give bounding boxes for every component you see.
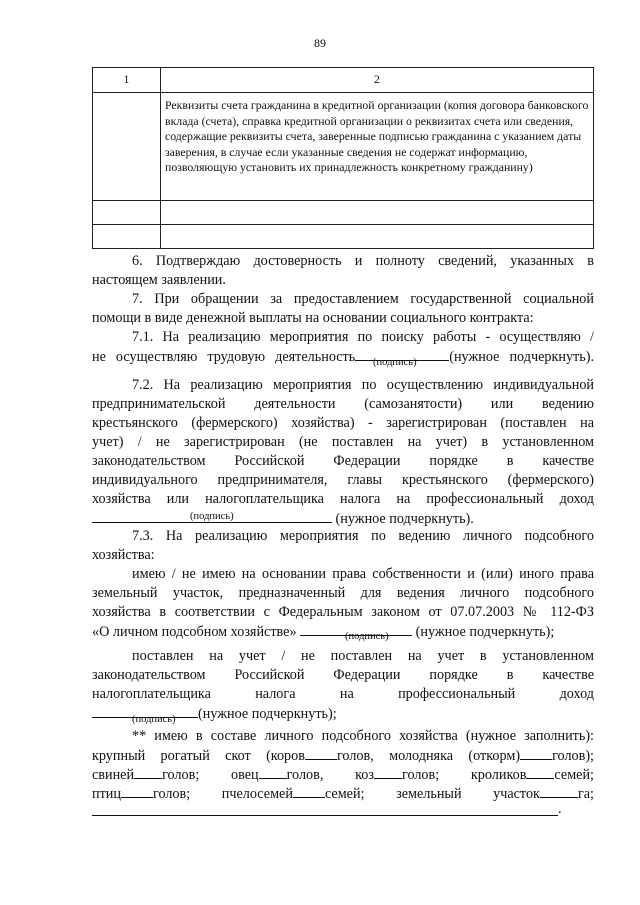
p73-line5: хозяйства в соответствии с Федеральным законом от 07.07.2003 № 112-ФЗ	[92, 604, 594, 620]
livestock-small-animals-line: свиней голов; овец голов, коз голов; кроликов семей;	[92, 767, 594, 783]
p7-line2: помощи в виде денежной выплаты на основании социального контракта:	[92, 310, 534, 326]
closing-period: .	[558, 801, 562, 817]
cows-field[interactable]	[305, 746, 337, 760]
blank-line-field[interactable]	[92, 815, 558, 816]
p71-line2: не осуществляю трудовую деятельность (нужное подчеркнуть).	[92, 349, 594, 365]
p73-line2: хозяйства:	[92, 547, 155, 563]
livestock-intro: ** имею в составе личного подсобного хозяйства (нужное заполнить):	[132, 728, 594, 744]
col2-header: 2	[161, 68, 594, 93]
p72-line2: предпринимательской деятельности (самозанятости) или ведению	[92, 396, 594, 412]
p73-line3: имею / не имею на основании права собственности и (или) иного права	[132, 566, 594, 582]
table-row	[93, 93, 594, 201]
documents-table	[92, 67, 594, 249]
table-header-row	[93, 68, 594, 93]
birds-field[interactable]	[121, 784, 153, 798]
p6-line2: настоящем заявлении.	[92, 272, 226, 288]
signature-caption: (подпись)	[132, 714, 176, 725]
col1-header: 1	[93, 68, 161, 93]
p73-line6: «О личном подсобном хозяйстве» (нужное подчеркнуть);	[92, 624, 555, 640]
livestock-cattle-line: крупный рогатый скот (коров голов, молодняка (откорм) голов);	[92, 748, 594, 764]
p73-line9: налогоплательщика налога на профессиональный доход	[92, 686, 594, 702]
p72-line5: законодательством Российской Федерации порядке в качестве	[92, 453, 594, 469]
p6-line1: 6. Подтверждаю достоверность и полноту сведений, указанных в	[132, 253, 594, 269]
pigs-field[interactable]	[134, 765, 162, 779]
p73-line4: земельный участок, предназначенный для ведения личного подсобного	[92, 585, 594, 601]
p73-line1: 7.3. На реализацию мероприятия по ведению личного подсобного	[132, 528, 594, 544]
bank-details-cell: Реквизиты счета гражданина в кредитной организации (копия договора банковского вклада (счета), справка кредитной организации о реквизитах счета или сведения, содержащие реквизиты счета, заверенные подписью гражданина с указанием даты заверения, в случае если указанные сведения не содержат информацию, позволяющую установить их принадлежность конкретному гражданину)	[161, 93, 594, 201]
p72-line8: (нужное подчеркнуть).	[92, 509, 594, 529]
page-number: 89	[314, 36, 326, 50]
land-plot-field[interactable]	[540, 784, 578, 798]
p72-line4: учет) / не зарегистрирован (не поставлен на учет) в установленном	[92, 434, 594, 450]
p71-line1: 7.1. На реализацию мероприятия по поиску работы - осуществляю /	[132, 329, 594, 345]
table-row-empty	[93, 201, 594, 225]
sheep-field[interactable]	[259, 765, 287, 779]
rabbits-field[interactable]	[526, 765, 554, 779]
table-cell-empty	[93, 93, 161, 201]
p7-line1: 7. При обращении за предоставлением государственной социальной	[132, 291, 594, 307]
young-cattle-field[interactable]	[520, 746, 552, 760]
signature-caption: (подпись)	[345, 631, 389, 642]
livestock-birds-line: птиц голов; пчелосемей семей; земельный участок га;	[92, 786, 594, 802]
bee-colonies-field[interactable]	[293, 784, 325, 798]
p72-line1: 7.2. На реализацию мероприятия по осуществлению индивидуальной	[132, 377, 594, 393]
p72-line3: крестьянского (фермерского) хозяйства) - зарегистрирован (поставлен на	[92, 415, 594, 431]
p73-line7: поставлен на учет / не поставлен на учет в установленном	[132, 648, 594, 664]
p72-line6: индивидуального предпринимателя, главы крестьянского (фермерского)	[92, 472, 594, 488]
p73-line10: (нужное подчеркнуть);	[92, 704, 594, 724]
signature-caption: (подпись)	[373, 357, 417, 368]
table-row-empty	[93, 225, 594, 249]
p73-line8: законодательством Российской Федерации порядке в качестве	[92, 667, 594, 683]
goats-field[interactable]	[374, 765, 402, 779]
signature-caption: (подпись)	[190, 511, 234, 522]
p72-line7: хозяйства или налогоплательщика налога на профессиональный доход	[92, 491, 594, 507]
